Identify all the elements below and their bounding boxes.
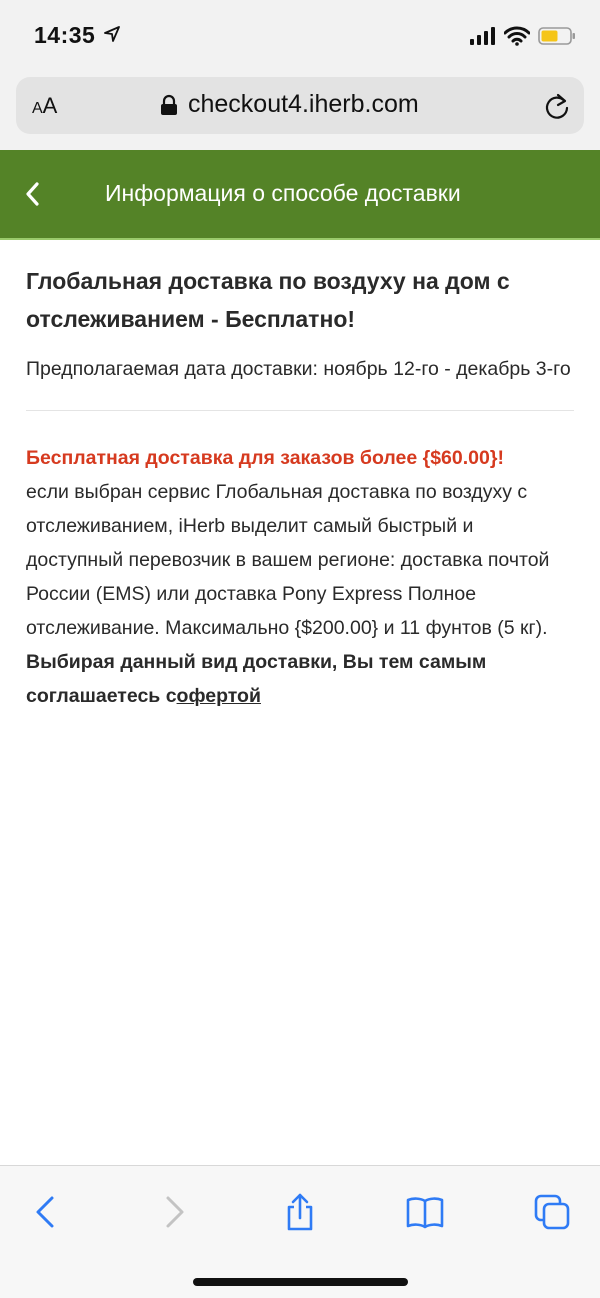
browser-top [0, 0, 600, 150]
back-icon[interactable] [26, 1192, 66, 1232]
divider [26, 410, 574, 411]
home-indicator [193, 1278, 408, 1286]
header-title: Информация о способе доставки [105, 180, 461, 206]
address-bar[interactable] [16, 77, 584, 134]
agreement-prefix: Выбирая данный вид доставки, Вы тем самым соглашаетесь с [26, 651, 487, 707]
status-time: 14:35 [34, 22, 96, 48]
agreement-text [26, 645, 574, 713]
wifi-icon [504, 26, 530, 46]
shipping-method-title: Глобальная доставка по воздуху на дом с отслеживанием - Бесплатно! [26, 268, 510, 332]
reload-icon[interactable] [544, 92, 570, 120]
tabs-icon[interactable] [532, 1192, 572, 1232]
battery-icon [538, 26, 576, 46]
signal-icon [470, 27, 496, 45]
forward-icon[interactable] [154, 1192, 194, 1232]
reader-aa-button[interactable]: AA [32, 93, 58, 118]
url-text[interactable]: checkout4.iherb.com [188, 90, 419, 118]
page-header [0, 150, 600, 240]
lock-icon [160, 94, 178, 116]
status-bar [0, 0, 600, 70]
share-icon[interactable] [280, 1192, 320, 1232]
shipping-details [26, 441, 574, 713]
free-shipping-notice: Бесплатная доставка для заказов более {$60.00}! [26, 447, 504, 469]
estimated-delivery-date: Предполагаемая дата доставки: ноябрь 12-го - декабрь 3-го [26, 358, 571, 380]
bookmarks-icon[interactable] [405, 1192, 445, 1232]
browser-toolbar [0, 1165, 600, 1298]
offer-link[interactable]: офертой [176, 685, 261, 707]
shipping-info-content [26, 262, 574, 713]
shipping-description: если выбран сервис Глобальная доставка по воздуху с отслеживанием, iHerb выделит самый быстрый и доступный перевозчик в вашем регионе: доставка почтой России (EMS) или доставка Pony Express Полное отслеживание. Максимально {$200.00} и 11 фунтов (5 кг). [26, 481, 550, 639]
back-chevron-icon[interactable] [22, 180, 42, 208]
location-arrow-icon [104, 26, 120, 42]
